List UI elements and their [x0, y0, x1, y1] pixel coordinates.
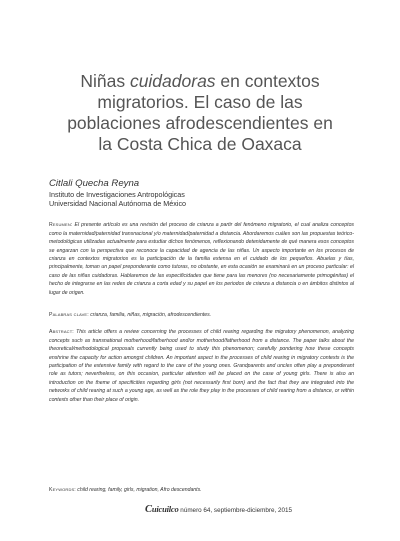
issue-info: número 64, septiembre-diciembre, 2015: [178, 507, 292, 514]
abstract-label: Abstract:: [49, 329, 74, 336]
abstract-paragraph: [49, 328, 354, 404]
resumen-paragraph: [49, 221, 354, 297]
resumen-text: El presente artículo es una revisión del proceso de crianza a partir del fenómeno migratorio, el cual analiza conceptos como la maternidad/paternidad transnacional y/o maternidad/paternidad a distancia. Abordaremos cuáles son las propuestas teórico-metodológicas utilizadas actualmente para estudiar dichos fenómenos, reflexionando detenidamente de qué manera esos conceptos se engarzan con la perspectiva que reconoce la capacidad de agencia de las niñas. Un aspecto importante en los procesos de crianza en contextos migratorios es la participación de la familia extensa en el cuidado de los pequeños. Abuelas y tías, principalmente, toman un papel preponderante como tutoras, no obstante, en esta ocasión se examinará en un proceso particular: el caso de las niñas cuidadoras. Hablaremos de las especificidades que tiene para las menores (no necesariamente primogénitas) el hecho de integrarse en las redes de crianza a corta edad y su papel en los periodos de crianza a distancia o en ámbitos distintos al lugar de origen.: [49, 222, 354, 296]
abstract-text: This article offers a review concerning the processes of child rearing regarding the migratory phenomenon, analyzing concepts such as transnational motherhood/fatherhood and/or motherhood/fatherhood from a distance. The paper talks about the theoretical/methodological proposals currently being used to study this phenomenon; carefully pondering how these concepts enshrine the capacity for action amongst children. An important aspect in the processes of child rearing in migratory contexts is the participation of the extensive family with regard to the care of the young ones. Grandparents and uncles often play a preponderant role as tutors; nevertheless, on this occasion, particular attention will be placed on the case of young girls. There is also an introduction on the theme of specificities regarding girls (not necessarily first born) and the fact that they are integrated into the networks of child rearing at such a young age, as well as the role they play in the processes of child rearing from a distance, or within contexts other than their place of origin.: [49, 329, 354, 403]
palabras-clave-label: Palabras clave:: [49, 312, 89, 319]
title-part1: Niñas: [80, 70, 130, 91]
author-name: Citlali Quecha Reyna: [49, 178, 140, 189]
keywords-text: child rearing, family, girls, migration, Afro descendants.: [75, 487, 202, 494]
keywords-label: Keywords:: [49, 487, 76, 494]
keywords-paragraph: [49, 486, 354, 494]
affiliation-institute: Instituto de Investigaciones Antropológicas: [49, 190, 185, 199]
author-affiliation: [49, 190, 186, 209]
palabras-clave-text: crianza, familia, niñas, migración, afrodescendientes.: [88, 312, 212, 319]
journal-logo: Cuicuilco: [145, 504, 179, 515]
palabras-clave-paragraph: [49, 311, 354, 319]
journal-footer: [145, 504, 355, 515]
title-italic-word: cuidadoras: [129, 70, 216, 91]
resumen-label: Resumen:: [49, 222, 73, 229]
affiliation-university: Universidad Nacional Autónoma de México: [49, 199, 187, 209]
title-part2: en contextos migratorios. El caso de las poblaciones afrodescendientes en la Costa Chica de Oaxaca: [67, 70, 333, 154]
article-title: [60, 71, 340, 155]
